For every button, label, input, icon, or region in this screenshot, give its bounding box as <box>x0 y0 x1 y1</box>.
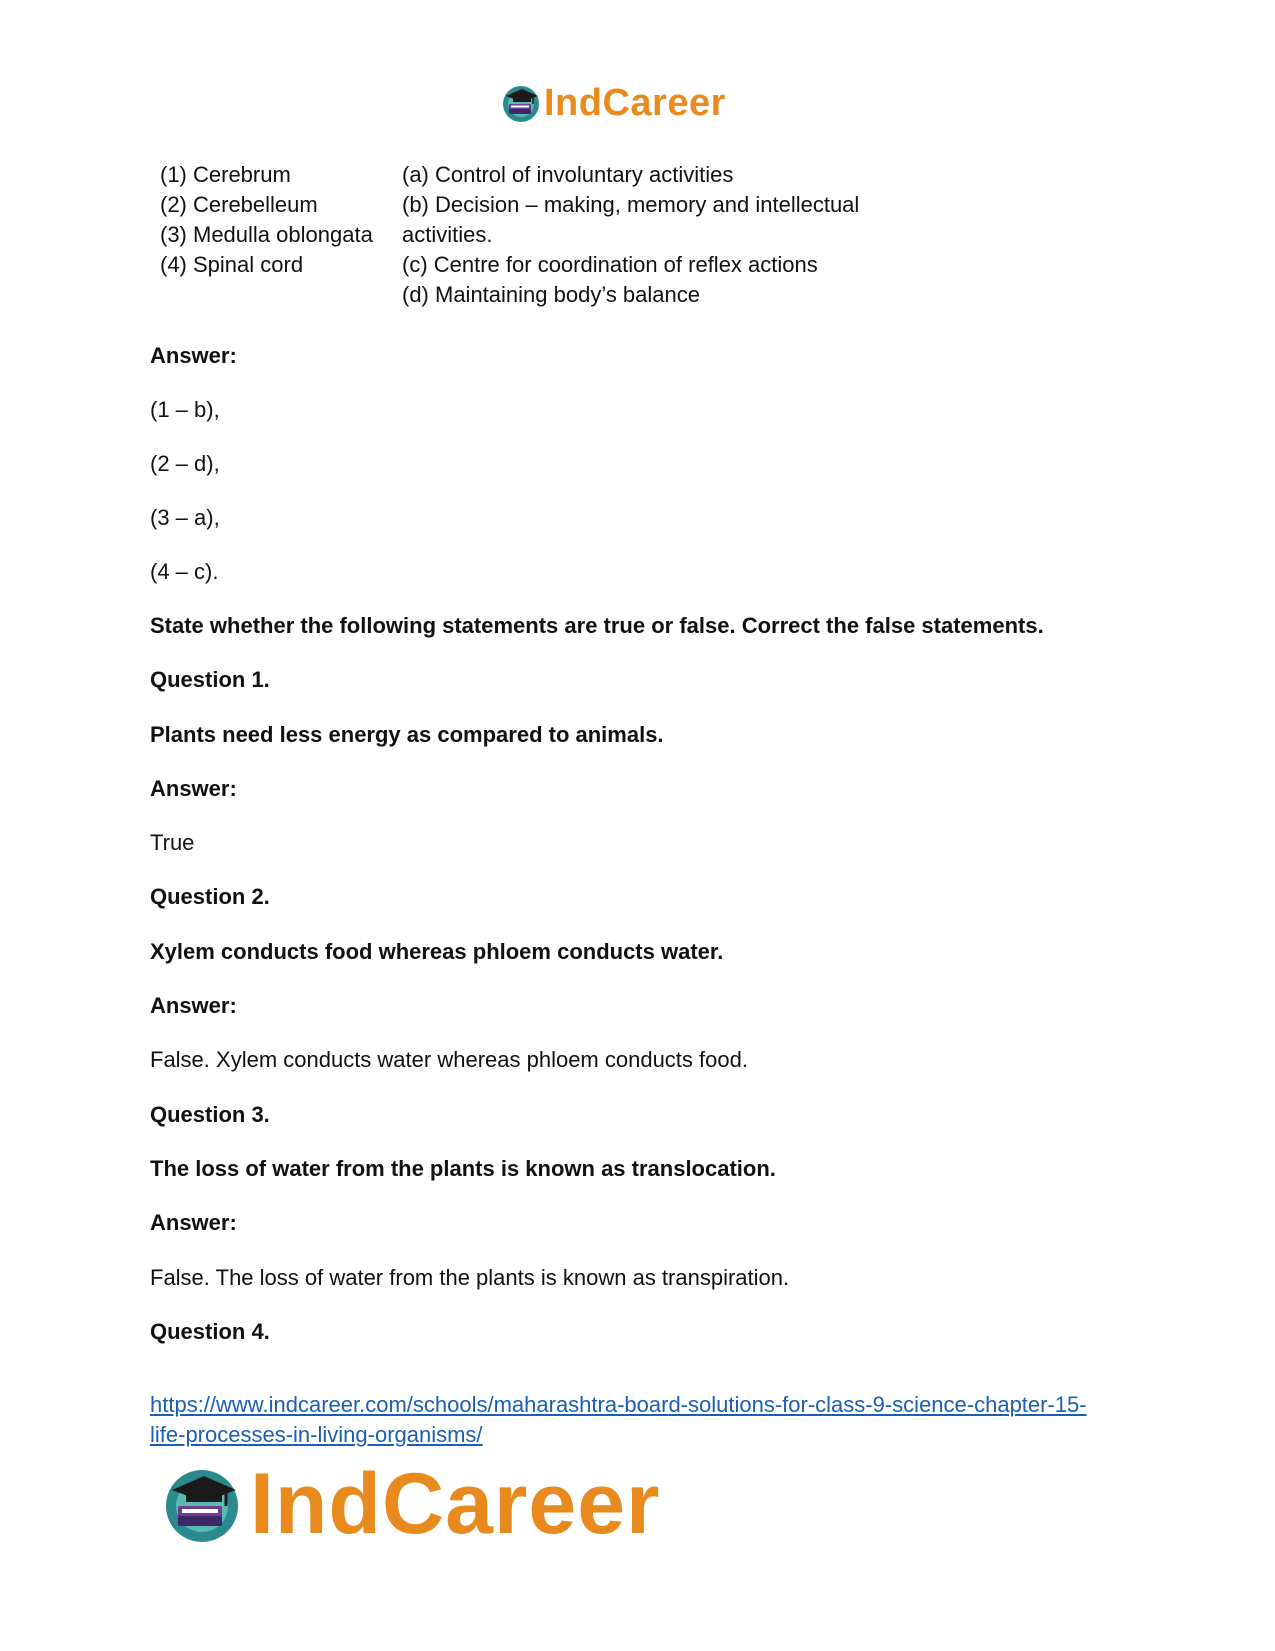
match-left-item: (2) Cerebelleum <box>160 192 318 217</box>
match-right-item: activities. <box>402 222 493 247</box>
question-label: Question 1. <box>150 667 270 692</box>
footer-logo-text: IndCareer <box>250 1456 661 1552</box>
question-statement: The loss of water from the plants is known as translocation. <box>150 1156 776 1181</box>
answer-item: (3 – a), <box>150 505 220 530</box>
match-right-item: (a) Control of involuntary activities <box>402 162 734 187</box>
answer-item: (2 – d), <box>150 451 220 476</box>
match-left-item: (1) Cerebrum <box>160 162 291 187</box>
match-right-item: (d) Maintaining body’s balance <box>402 282 700 307</box>
graduation-cap-book-globe-icon <box>500 82 542 124</box>
answer-label: Answer: <box>150 776 237 801</box>
answer-text: False. The loss of water from the plants is known as transpiration. <box>150 1265 790 1290</box>
answer-text: True <box>150 830 195 855</box>
answer-item: (1 – b), <box>150 397 220 422</box>
answer-text: False. Xylem conducts water whereas phloem conducts food. <box>150 1047 748 1072</box>
match-right-item: (c) Centre for coordination of reflex actions <box>402 252 818 277</box>
match-left-item: (3) Medulla oblongata <box>160 222 373 247</box>
graduation-cap-book-globe-icon <box>160 1462 244 1546</box>
source-link-line[interactable]: life-processes-in-living-organisms/ <box>150 1422 483 1447</box>
source-link[interactable] <box>150 1390 1140 1450</box>
header-logo <box>500 78 726 128</box>
answer-heading: Answer: <box>150 343 237 368</box>
source-link-line[interactable]: https://www.indcareer.com/schools/maharashtra-board-solutions-for-class-9-science-chapter-15- <box>150 1392 1087 1417</box>
answer-item: (4 – c). <box>150 559 219 584</box>
question-statement: Xylem conducts food whereas phloem conducts water. <box>150 939 724 964</box>
answer-label: Answer: <box>150 1210 237 1235</box>
question-label: Question 3. <box>150 1102 270 1127</box>
question-label: Question 2. <box>150 884 270 909</box>
match-left-item: (4) Spinal cord <box>160 252 304 277</box>
match-right-item: (b) Decision – making, memory and intellectual <box>402 192 860 217</box>
answer-label: Answer: <box>150 993 237 1018</box>
section-heading: State whether the following statements are true or false. Correct the false statements. <box>150 613 1044 638</box>
question-statement: Plants need less energy as compared to animals. <box>150 722 664 747</box>
matching-column-left <box>160 160 400 280</box>
matching-column-right <box>402 160 922 310</box>
question-label: Question 4. <box>150 1319 270 1344</box>
header-logo-text: IndCareer <box>544 82 726 124</box>
footer-logo <box>160 1458 661 1550</box>
